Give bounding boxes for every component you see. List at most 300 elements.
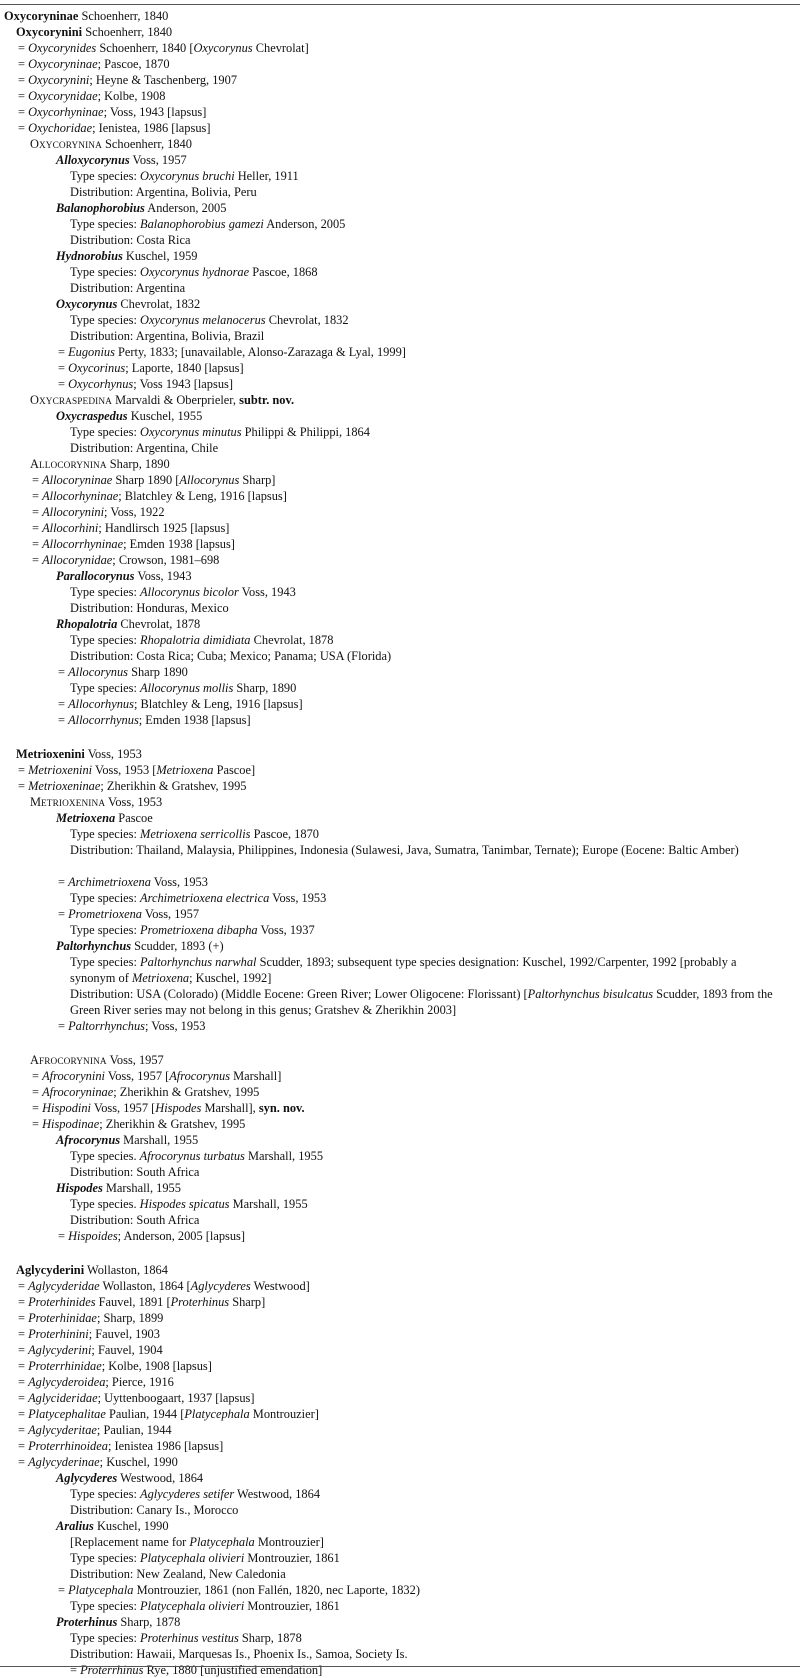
entry-text: = [58,697,69,711]
genus-name: Proterhinus [56,1615,118,1629]
entry-line [56,1470,203,1486]
entry-text: Schoenherr, 1840 [82,25,173,39]
entry-text: Distribution: Thailand, Malaysia, Philippines, Indonesia (Sulawesi, Java, Sumatra, Tanimbar, Ternate); Europe (Eocene: Baltic Amber) [70,843,739,857]
entry-line [32,472,275,488]
genus-name: Metrioxena [56,811,116,825]
entry-line [16,1262,168,1278]
entry-text: Type species: [70,633,141,647]
entry-line [18,88,165,104]
entry-text: ; Anderson, 2005 [lapsus] [117,1229,246,1243]
entry-text: Scudder, 1893 from the Green River series may not belong in this genus; Gratshev & Zherikhin 2003] [70,987,773,1017]
entry-line [70,1662,322,1678]
entry-text: Distribution: USA (Colorado) (Middle Eocene: Green River; Lower Oligocene: Florissant) [ [70,987,528,1001]
entry-line [56,200,226,216]
entry-text: Sharp, 1878 [117,1615,181,1629]
entry-line [18,40,309,56]
entry-text: Type species: [70,217,141,231]
entry-text: ; Voss, 1922 [104,505,165,519]
entry-line [18,1326,160,1342]
entry-text: = [18,779,29,793]
entry-text: Sharp, 1890 [233,681,297,695]
entry-line [18,1438,223,1454]
genus-name: Hydnorobius [56,249,123,263]
italic-name: Allocorynini [42,505,105,519]
italic-name: Hispodinae [42,1117,100,1131]
italic-name: Oxycorynus minutus [140,425,242,439]
italic-name: Platycephala [184,1407,250,1421]
italic-name: Afrocorynus [169,1069,231,1083]
entry-line [70,584,296,600]
entry-text: Pascoe, 1868 [249,265,318,279]
entry-line [70,1566,286,1582]
entry-text: = [18,1455,29,1469]
entry-text: Chevrolat, 1832 [117,297,201,311]
italic-name: Allocoryninae [42,473,113,487]
entry-line [32,1116,245,1132]
entry-text: Voss, 1953 [84,747,142,761]
entry-text: Voss, 1937 [257,923,315,937]
subtribe-name: OXYCRASPEDINA [30,393,112,407]
genus-name: Balanophorobius [56,201,145,215]
italic-name: Hispodes spicatus [139,1197,230,1211]
entry-text: Voss, 1957 [106,1053,164,1067]
italic-name: Proterhinus vestitus [140,1631,239,1645]
italic-name: Allocorynus bicolor [140,585,239,599]
entry-text: Scudder, 1893 (+) [131,939,224,953]
entry-line [18,1374,174,1390]
italic-name: Eugonius [68,345,115,359]
italic-name: Oxycoryninae [28,57,98,71]
entry-text: Marshall, 1955 [102,1181,181,1195]
entry-line [56,1518,169,1534]
entry-text: ; Voss, 1943 [lapsus] [103,105,207,119]
entry-text: Chevrolat] [252,41,309,55]
entry-line [58,1018,205,1034]
entry-text: = [32,473,43,487]
italic-name: Metrioxeninae [28,779,101,793]
entry-text: Marshall] [230,1069,282,1083]
entry-text: Distribution: Argentina, Bolivia, Brazil [70,329,265,343]
genus-name: Afrocorynus [56,1133,121,1147]
italic-name: Afrocorynini [42,1069,105,1083]
entry-line [70,1212,199,1228]
entry-text: = [18,121,29,135]
italic-name: Oxychoridae [28,121,93,135]
entry-text: = [18,1279,29,1293]
entry-text: Wollaston, 1864 [ [99,1279,191,1293]
entry-text: Voss, 1953 [150,875,208,889]
entry-line [4,8,168,24]
genus-name: Alloxycorynus [56,153,130,167]
entry-text: Voss, 1957 [ [104,1069,170,1083]
entry-text: = [58,1229,69,1243]
entry-line [70,890,326,906]
entry-text: = [32,537,43,551]
entry-text: Scudder, 1893; subsequent type species designation: Kuschel, 1992/Carpenter, 1992 [probably a synonym of [70,955,737,985]
entry-text: Marshall, 1955 [229,1197,308,1211]
entry-text: [Replacement name for [70,1535,190,1549]
entry-line [18,1342,163,1358]
italic-name: Oxycorynus hydnorae [140,265,250,279]
entry-text: = [18,57,29,71]
entry-line [58,664,188,680]
entry-text: Type species. [70,1149,140,1163]
subtribe-name: AFROCORYNINA [30,1053,107,1067]
italic-name: Paltorhynchus narwhal [140,955,257,969]
entry-text: ; Heyne & Taschenberg, 1907 [89,73,238,87]
italic-name: Proterrhinus [80,1663,144,1677]
entry-text: = [18,41,29,55]
entry-text: = [18,1439,29,1453]
italic-name: Aglycyderes [190,1279,251,1293]
entry-line [70,216,345,232]
italic-name: Proterrhinidae [28,1359,102,1373]
entry-text: Pascoe] [213,763,256,777]
entry-line [56,938,224,954]
entry-line [56,152,187,168]
entry-text: ; Laporte, 1840 [lapsus] [125,361,244,375]
entry-text: Montrouzier, 1861 [244,1551,340,1565]
entry-line [18,1422,172,1438]
entry-text: Kuschel, 1990 [93,1519,169,1533]
italic-name: Platycephala [68,1583,134,1597]
italic-name: Hispodini [42,1101,91,1115]
taxon-name: Metrioxenini [16,747,85,761]
entry-text: = [18,1327,29,1341]
entry-line [70,954,782,986]
entry-text: Distribution: Argentina, Bolivia, Peru [70,185,257,199]
entry-line [70,826,319,842]
entry-text: Sharp 1890 [127,665,188,679]
entry-text: Wollaston, 1864 [84,1263,168,1277]
entry-line [18,778,247,794]
entry-text: = [70,1663,81,1677]
entry-line [18,120,210,136]
entry-text: Voss, 1957 [129,153,187,167]
bottom-rule [0,1666,800,1667]
entry-line [32,1084,259,1100]
entry-text: Type species: [70,425,141,439]
entry-line [70,1196,308,1212]
subtribe-name: OXYCORYNINA [30,137,102,151]
entry-line [70,312,349,328]
entry-text: Distribution: New Zealand, New Caledonia [70,1567,286,1581]
entry-text: ; Kolbe, 1908 [97,89,166,103]
entry-text: Type species: [70,585,141,599]
italic-name: Allocorhyninae [42,489,119,503]
italic-name: Metrioxena serricollis [140,827,251,841]
entry-text: Type species: [70,923,141,937]
italic-name: Proterhinus [170,1295,230,1309]
entry-text: = [58,361,69,375]
entry-line [70,1486,320,1502]
entry-line [70,1550,340,1566]
italic-name: Oxycorynus [193,41,253,55]
top-rule [0,4,800,5]
entry-text: = [18,1423,29,1437]
entry-text: ; Pierce, 1916 [105,1375,174,1389]
entry-line [58,696,303,712]
entry-line [18,1310,163,1326]
entry-line [70,184,257,200]
entry-text: ; Voss, 1953 [144,1019,206,1033]
entry-text: = [58,1019,69,1033]
italic-name: Paltorhynchus bisulcatus [527,987,654,1001]
entry-line [18,762,255,778]
italic-name: Platycephala olivieri [140,1599,245,1613]
entry-text: Distribution: South Africa [70,1165,200,1179]
entry-line [70,680,296,696]
entry-line [56,296,200,312]
entry-text: Fauvel, 1891 [ [95,1295,171,1309]
entry-text: Type species: [70,313,141,327]
entry-line [58,874,208,890]
entry-line [18,72,237,88]
entry-text: ; Uyttenboogaart, 1937 [lapsus] [97,1391,255,1405]
entry-line [16,746,142,762]
genus-name: Oxycorynus [56,297,118,311]
entry-text: Marshall], [201,1101,259,1115]
entry-text: Schoenherr, 1840 [ [96,41,194,55]
entry-line [70,1502,238,1518]
italic-name: Allocorynus [68,665,128,679]
entry-text: = [32,1117,43,1131]
entry-text: Sharp] [239,473,276,487]
genus-name: Oxycraspedus [56,409,128,423]
entry-text: Perty, 1833; [unavailable, Alonso-Zarazaga & Lyal, 1999] [114,345,406,359]
entry-text: = [58,713,69,727]
entry-text: Westwood, 1864 [117,1471,204,1485]
entry-text: = [18,1391,29,1405]
entry-line [58,906,199,922]
entry-text: Type species: [70,1551,141,1565]
italic-name: Oxycorinus [68,361,126,375]
entry-text: ; Ienistea, 1986 [lapsus] [92,121,211,135]
entry-text: = [32,1069,43,1083]
entry-line [16,24,172,40]
entry-text: Anderson, 2005 [263,217,346,231]
entry-text: Pascoe, 1870 [250,827,319,841]
entry-line [70,1630,302,1646]
italic-name: Oxycorhyninae [28,105,104,119]
entry-text: = [18,73,29,87]
entry-line [70,440,218,456]
italic-name: Allocorrhyninae [42,537,124,551]
entry-text: Distribution: Argentina [70,281,186,295]
entry-line [56,1180,181,1196]
entry-text: Voss, 1953 [269,891,327,905]
italic-name: Proterrhinoidea [28,1439,108,1453]
entry-text: = [32,521,43,535]
entry-line [70,280,185,296]
entry-line [70,1646,408,1662]
entry-text: Type species: [70,827,141,841]
entry-text: Montrouzier] [254,1535,324,1549]
entry-text: Paulian, 1944 [ [105,1407,185,1421]
italic-name: Aglycyderini [28,1343,92,1357]
entry-line [70,1148,323,1164]
entry-text: Sharp, 1878 [238,1631,302,1645]
entry-text: Voss, 1957 [141,907,200,921]
italic-name: Oxycorhynus [68,377,134,391]
entry-text: ; Sharp, 1899 [96,1311,164,1325]
entry-text: ; Blatchley & Leng, 1916 [lapsus] [133,697,303,711]
entry-text: Rye, 1880 [unjustified emendation] [143,1663,323,1677]
subtribe-name: ALLOCORYNINA [30,457,107,471]
entry-line [70,986,782,1018]
entry-text: = [32,1101,43,1115]
italic-name: Oxycorynides [28,41,97,55]
entry-line [70,632,333,648]
italic-name: Aglycyderitae [28,1423,97,1437]
entry-text: Distribution: Hawaii, Marquesas Is., Phoenix Is., Samoa, Society Is. [70,1647,408,1661]
italic-name: Oxycorynidae [28,89,98,103]
entry-text: Marshall, 1955 [244,1149,324,1163]
italic-name: Aglycyderinae [28,1455,100,1469]
italic-name: Proterhinini [28,1327,89,1341]
entry-text: = [18,1407,29,1421]
taxon-name: Oxycorynini [16,25,83,39]
italic-name: Aglycyderidae [28,1279,100,1293]
entry-line [70,232,190,248]
genus-name: Rhopalotria [56,617,118,631]
entry-text: Schoenherr, 1840 [78,9,169,23]
entry-text: Kuschel, 1955 [127,409,203,423]
entry-line [32,552,219,568]
taxon-name: syn. nov. [258,1101,305,1115]
entry-text: = [58,377,69,391]
entry-text: ; Fauvel, 1903 [88,1327,160,1341]
entry-text: = [58,875,69,889]
entry-line [58,376,233,392]
italic-name: Allocorhini [42,521,99,535]
entry-text: Montrouzier, 1861 (non Fallén, 1820, nec Laporte, 1832) [133,1583,420,1597]
entry-line [56,1132,198,1148]
entry-line [32,504,165,520]
italic-name: Proterhinides [28,1295,96,1309]
italic-name: Platycephalitae [28,1407,106,1421]
entry-line [18,104,206,120]
entry-text: Type species: [70,169,141,183]
italic-name: Archimetrioxena [68,875,151,889]
entry-text: Chevrolat, 1832 [265,313,349,327]
entry-text: Type species: [70,681,141,695]
italic-name: Allocorynidae [42,553,113,567]
entry-text: = [18,105,29,119]
entry-text: ; Kuschel, 1992] [189,971,272,985]
entry-text: Distribution: Argentina, Chile [70,441,219,455]
entry-text: Type species: [70,891,141,905]
italic-name: Hispodes [155,1101,202,1115]
entry-text: = [18,1295,29,1309]
italic-name: Afrocorynus turbatus [139,1149,245,1163]
entry-line [70,1534,324,1550]
entry-text: Chevrolat, 1878 [117,617,201,631]
entry-text: = [32,553,43,567]
entry-text: Voss, 1953 [ [92,763,157,777]
entry-line [18,1406,319,1422]
taxon-name: Aglycyderini [16,1263,85,1277]
italic-name: Rhopalotria dimidiata [140,633,251,647]
entry-text: ; Kolbe, 1908 [lapsus] [101,1359,212,1373]
entry-text: Type species: [70,265,141,279]
entry-text: Type species: [70,1487,141,1501]
entry-line [70,1164,199,1180]
entry-text: Type species: [70,955,141,969]
entry-line [70,600,229,616]
entry-text: Kuschel, 1959 [122,249,198,263]
italic-name: Metrioxena [156,763,214,777]
genus-name: Paltorhynchus [56,939,132,953]
italic-name: Balanophorobius gamezi [140,217,264,231]
entry-text: ; Zherikhin & Gratshev, 1995 [113,1085,260,1099]
entry-line [70,842,782,858]
entry-text: Voss, 1953 [105,795,163,809]
entry-text: Philippi & Philippi, 1864 [241,425,370,439]
entry-line [32,536,235,552]
entry-text: = [58,907,69,921]
italic-name: Aglycideridae [28,1391,98,1405]
entry-text: ; Pascoe, 1870 [97,57,170,71]
entry-text: = [32,505,43,519]
entry-line [56,810,153,826]
italic-name: Oxycorynus bruchi [140,169,235,183]
italic-name: Allocorhynus [68,697,134,711]
genus-name: Aralius [56,1519,94,1533]
entry-line [32,1100,305,1116]
entry-line [58,360,244,376]
entry-text: ; Paulian, 1944 [96,1423,172,1437]
entry-text: Voss, 1943 [238,585,296,599]
italic-name: Platycephala [189,1535,255,1549]
entry-line [56,616,200,632]
entry-line [32,1068,281,1084]
entry-text: Type species: [70,1631,141,1645]
entry-text: Sharp] [229,1295,266,1309]
entry-line [70,648,391,664]
italic-name: Proterhinidae [28,1311,97,1325]
entry-line [32,488,287,504]
entry-line [70,264,318,280]
genus-name: Parallocorynus [56,569,135,583]
entry-text: Pascoe [115,811,153,825]
entry-text: Distribution: Costa Rica [70,233,191,247]
italic-name: Afrocoryninae [42,1085,114,1099]
genus-name: Hispodes [56,1181,103,1195]
subtribe-name: METRIOXENINA [30,795,106,809]
taxon-name: subtr. nov. [239,393,295,407]
entry-text: ; Kuschel, 1990 [99,1455,178,1469]
entry-line [58,1582,420,1598]
entry-text: = [32,489,43,503]
entry-text: Chevrolat, 1878 [250,633,334,647]
italic-name: Metrioxenini [28,763,93,777]
entry-text: Marshall, 1955 [120,1133,199,1147]
entry-text: Montrouzier, 1861 [244,1599,340,1613]
entry-text: Distribution: South Africa [70,1213,200,1227]
entry-line [58,344,406,360]
entry-text: ; Zherikhin & Gratshev, 1995 [99,1117,246,1131]
entry-text: ; Zherikhin & Gratshev, 1995 [100,779,247,793]
entry-text: Westwood, 1864 [234,1487,321,1501]
italic-name: Prometrioxena dibapha [140,923,258,937]
entry-text: ; Emden 1938 [lapsus] [123,537,235,551]
entry-text: Sharp 1890 [ [112,473,180,487]
italic-name: Archimetrioxena electrica [140,891,270,905]
entry-text: ; Blatchley & Leng, 1916 [lapsus] [118,489,287,503]
entry-line [18,1358,212,1374]
italic-name: Allocorrhynus [68,713,139,727]
